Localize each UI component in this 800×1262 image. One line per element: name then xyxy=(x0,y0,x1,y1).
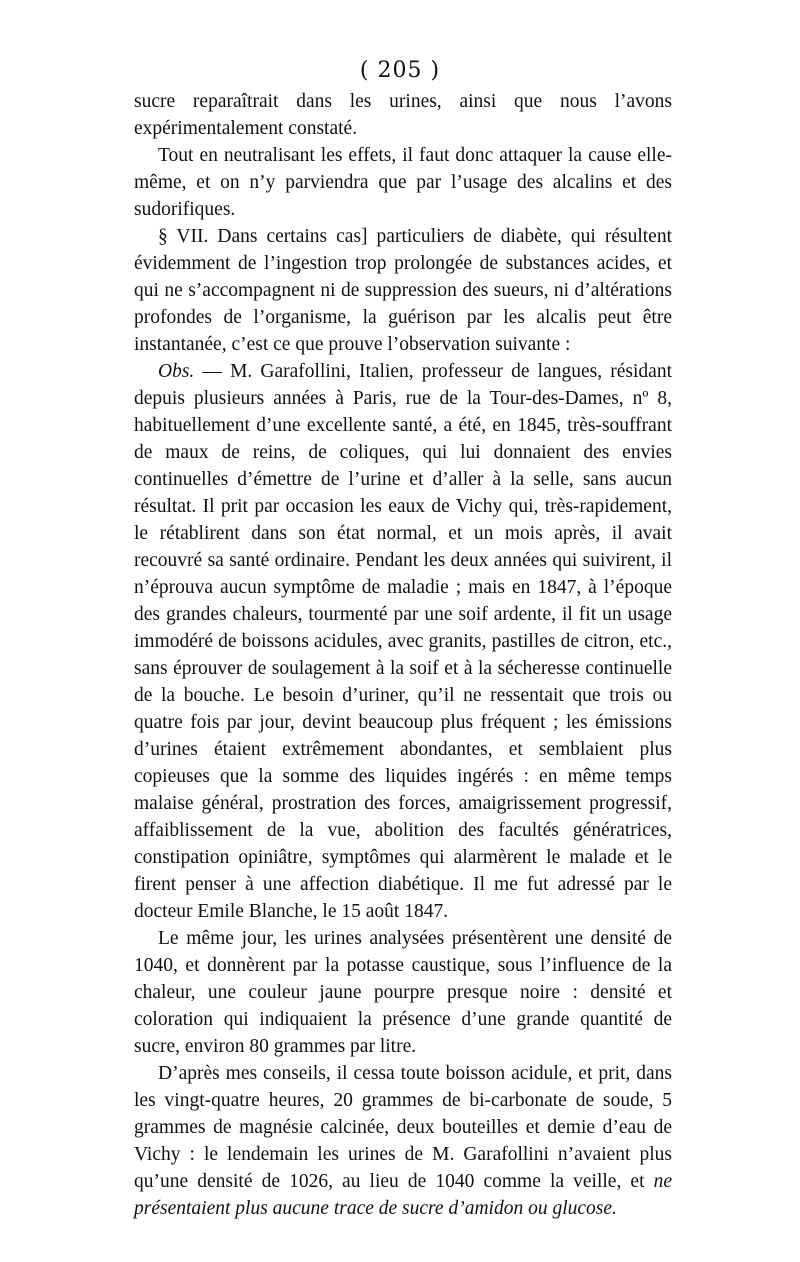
paragraph-treatment xyxy=(134,1060,672,1222)
paragraph-continuation: sucre reparaîtrait dans les urines, ainsi que nous l’avons expérimentalement constaté. xyxy=(134,91,672,139)
paragraph-observation xyxy=(134,358,672,925)
paragraph-section-vii: § VII. Dans certains cas] particuliers de diabète, qui résultent évidemment de l’ingestion trop prolongée de substances acides, et qui ne s’accompagnent ni de suppression des sueurs, ni d’altérations profondes de l’organisme, la guérison par les alcalis peut être instantanée, c’est ce que prouve l’observation suivante : xyxy=(134,226,672,355)
page-number: ( 205 ) xyxy=(359,58,441,83)
paragraph-cause: Tout en neutralisant les effets, il faut donc attaquer la cause elle-même, et on n’y parviendra que par l’usage des alcalins et des sudorifiques. xyxy=(134,145,672,220)
observation-label: Obs. xyxy=(158,361,195,382)
treatment-result-italic: ne présentaient plus aucune trace de sucre d’amidon ou glucose. xyxy=(134,1171,672,1219)
body-text xyxy=(134,88,672,1222)
paragraph-urine-analysis: Le même jour, les urines analysées présentèrent une densité de 1040, et donnèrent par la potasse caustique, sous l’influence de la chaleur, une couleur jaune pourpre presque noire : densité et coloration qui indiquaient la présence d’une grande quantité de sucre, environ 80 grammes par litre. xyxy=(134,928,672,1057)
observation-text: — M. Garafollini, Italien, professeur de langues, résidant depuis plusieurs années à Paris, rue de la Tour-des-Dames, nº 8, habituellement d’une excellente santé, a été, en 1845, très-souffrant de maux de reins, de coliques, qui lui donnaient des envies continuelles d’émettre de l’urine et d’aller à la selle, sans aucun résultat. Il prit par occasion les eaux de Vichy qui, très-rapidement, le rétablirent dans son état normal, et un mois après, il avait recouvré sa santé ordinaire. Pendant les deux années qui suivirent, il n’éprouva aucun symptôme de maladie ; mais en 1847, à l’époque des grandes chaleurs, tourmenté par une soif ardente, il fit un usage immodéré de boissons acidules, avec granits, pastilles de citron, etc., sans éprouver de soulagement à la soif et à la sécheresse continuelle de la bouche. Le besoin d’uriner, qu’il ne ressentait que trois ou quatre fois par jour, devint beaucoup plus fréquent ; les émissions d’urines étaient extrêmement abondantes, et semblaient plus copieuses que la somme des liquides ingérés : en même temps malaise général, prostration des forces, amaigrissement progressif, affaiblissement de la vue, abolition des facultés génératrices, constipation opiniâtre, symptômes qui alarmèrent le malade et le firent penser à une affection diabétique. Il me fut adressé par le docteur Emile Blanche, le 15 août 1847. xyxy=(134,361,672,922)
treatment-text: D’après mes conseils, il cessa toute boisson acidule, et prit, dans les vingt-quatre heures, 20 grammes de bi-carbonate de soude, 5 grammes de magnésie calcinée, deux bouteilles et demie d’eau de Vichy : le lendemain les urines de M. Garafollini n’avaient plus qu’une densité de 1026, au lieu de 1040 comme la veille, et xyxy=(134,1063,672,1192)
